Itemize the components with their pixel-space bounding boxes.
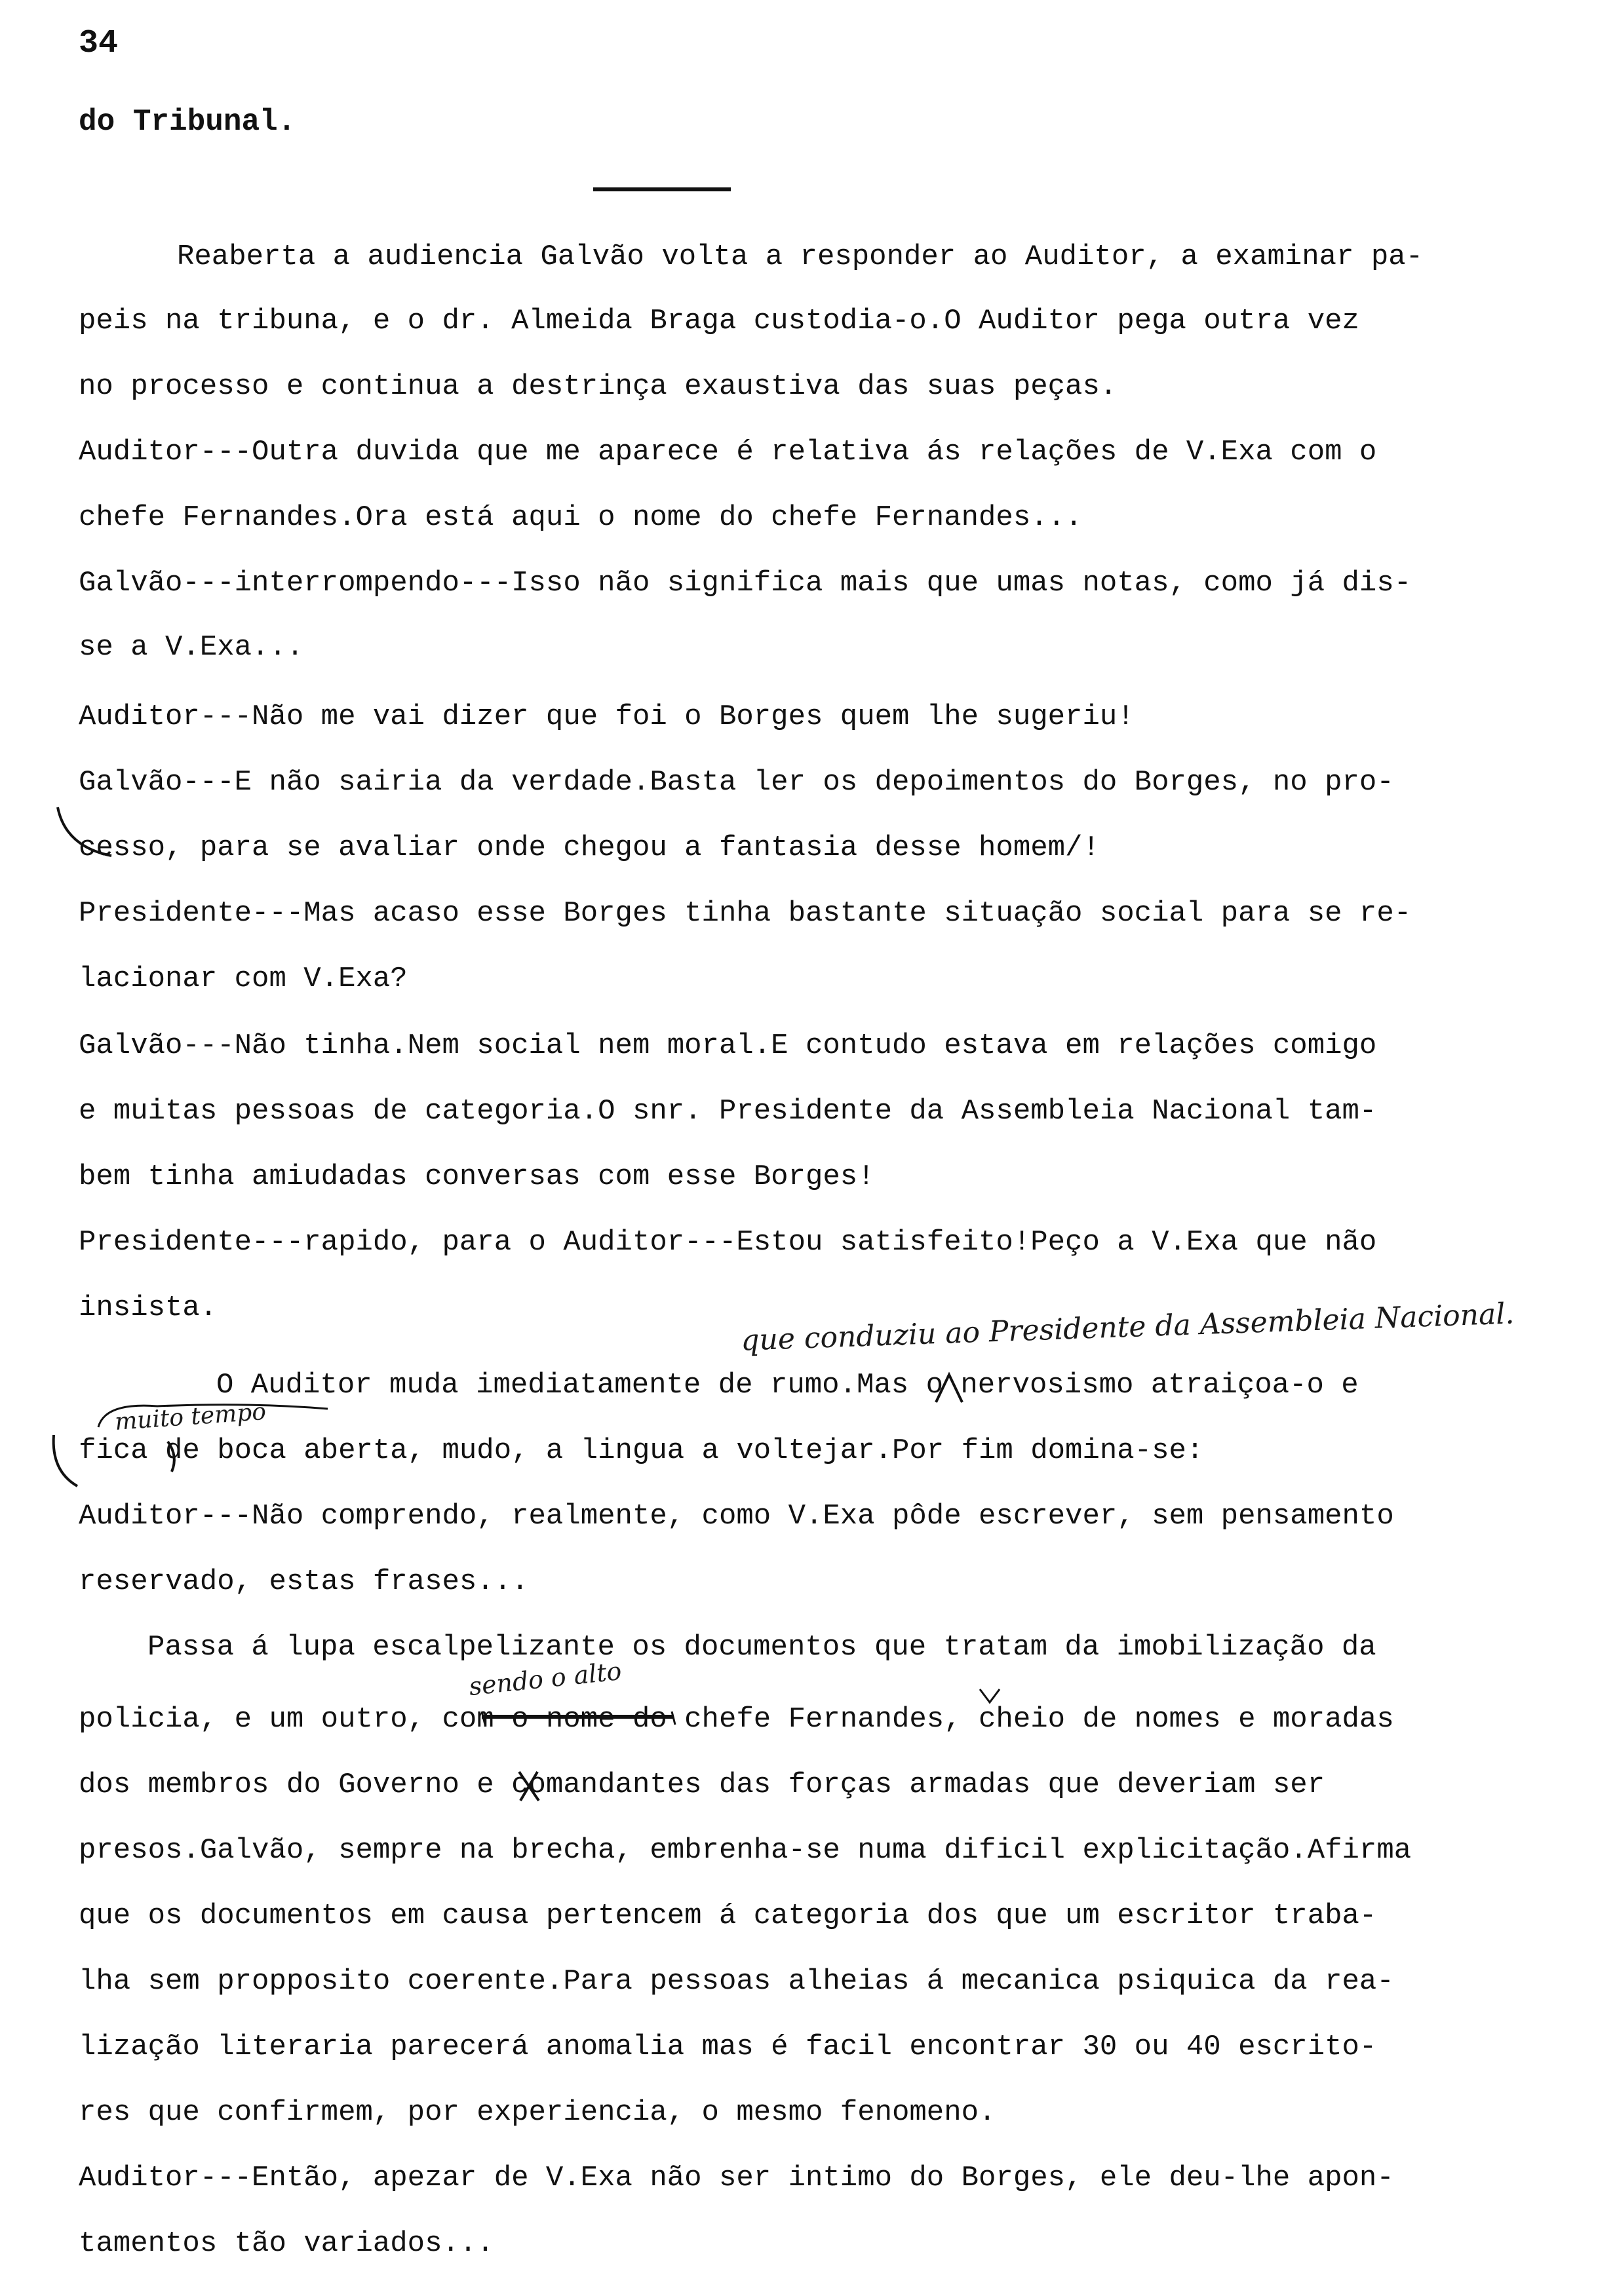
text-line: Auditor---Não comprendo, realmente, como V.Exa pôde escrever, sem pensamento	[79, 1500, 1394, 1533]
insertion-mark	[519, 1772, 539, 1801]
margin-mark	[54, 1435, 77, 1486]
text-line: cesso, para se avaliar onde chegou a fantasia desse homem/!	[79, 832, 1100, 864]
handwritten-insertion: sendo o alto	[467, 1656, 623, 1702]
text-line: Passa á lupa escalpelizante os documentos que tratam da imobilização da	[147, 1631, 1376, 1664]
text-line: chefe Fernandes.Ora está aqui o nome do chefe Fernandes...	[79, 501, 1083, 534]
text-line: Presidente---rapido, para o Auditor---Estou satisfeito!Peço a V.Exa que não	[79, 1226, 1377, 1259]
text-line: presos.Galvão, sempre na brecha, embrenha-se numa dificil explicitação.Afirma	[79, 1834, 1412, 1867]
text-line: que os documentos em causa pertencem á categoria dos que um escritor traba-	[79, 1900, 1377, 1932]
text-line: dos membros do Governo e comandantes das forças armadas que deveriam ser	[79, 1769, 1325, 1801]
text-line: Galvão---interrompendo---Isso não significa mais que umas notas, como já dis-	[79, 567, 1412, 600]
text-line: se a V.Exa...	[79, 631, 304, 664]
text-line: reservado, estas frases...	[79, 1565, 529, 1598]
text-line: Auditor---Então, apezar de V.Exa não ser intimo do Borges, ele deu-lhe apon-	[79, 2162, 1394, 2194]
heading: do Tribunal.	[79, 105, 296, 139]
text-line: Auditor---Outra duvida que me aparece é relativa ás relações de V.Exa com o	[79, 436, 1377, 469]
insertion-caret	[168, 1442, 174, 1472]
text-line: insista.	[79, 1292, 218, 1324]
text-line: Auditor---Não me vai dizer que foi o Borges quem lhe sugeriu!	[79, 700, 1135, 733]
handwritten-insertion: que conduziu ao Presidente da Assembleia Nacional.	[740, 1297, 1515, 1358]
margin-mark	[58, 807, 111, 856]
text-line: Presidente---Mas acaso esse Borges tinha bastante situação social para se re-	[79, 897, 1412, 930]
text-line: e muitas pessoas de categoria.O snr. Presidente da Assembleia Nacional tam-	[79, 1095, 1377, 1128]
handwritten-insertion: muito tempo	[113, 1398, 267, 1436]
text-line: O Auditor muda imediatamente de rumo.Mas o nervosismo atraiçoa-o e	[216, 1369, 1359, 1402]
text-line: tamentos tão variados...	[79, 2227, 494, 2260]
text-line: fica de boca aberta, mudo, a lingua a voltejar.Por fim domina-se:	[79, 1434, 1204, 1467]
text-line: peis na tribuna, e o dr. Almeida Braga custodia-o.O Auditor pega outra vez	[79, 305, 1359, 337]
text-line: bem tinha amiudadas conversas com esse Borges!	[79, 1160, 875, 1193]
insertion-loop	[98, 1405, 328, 1427]
correction-mark	[980, 1689, 1000, 1702]
text-line: policia, e um outro, com o nome do chefe Fernandes, cheio de nomes e moradas	[79, 1703, 1394, 1736]
insertion-caret	[936, 1375, 962, 1402]
text-line: res que confirmem, por experiencia, o mesmo fenomeno.	[79, 2096, 996, 2129]
page-number: 34	[79, 25, 119, 62]
text-line: lacionar com V.Exa?	[79, 963, 408, 995]
text-line: lha sem propposito coerente.Para pessoas alheias á mecanica psiquica da rea-	[79, 1965, 1394, 1998]
text-line: Galvão---E não sairia da verdade.Basta ler os depoimentos do Borges, no pro-	[79, 766, 1394, 799]
text-line: no processo e continua a destrinça exaustiva das suas peças.	[79, 370, 1118, 403]
text-line: Galvão---Não tinha.Nem social nem moral.E contudo estava em relações comigo	[79, 1029, 1377, 1062]
text-line: Reaberta a audiencia Galvão volta a responder ao Auditor, a examinar pa-	[177, 240, 1424, 273]
text-line: lização literaria parecerá anomalia mas é facil encontrar 30 ou 40 escrito-	[79, 2031, 1377, 2063]
